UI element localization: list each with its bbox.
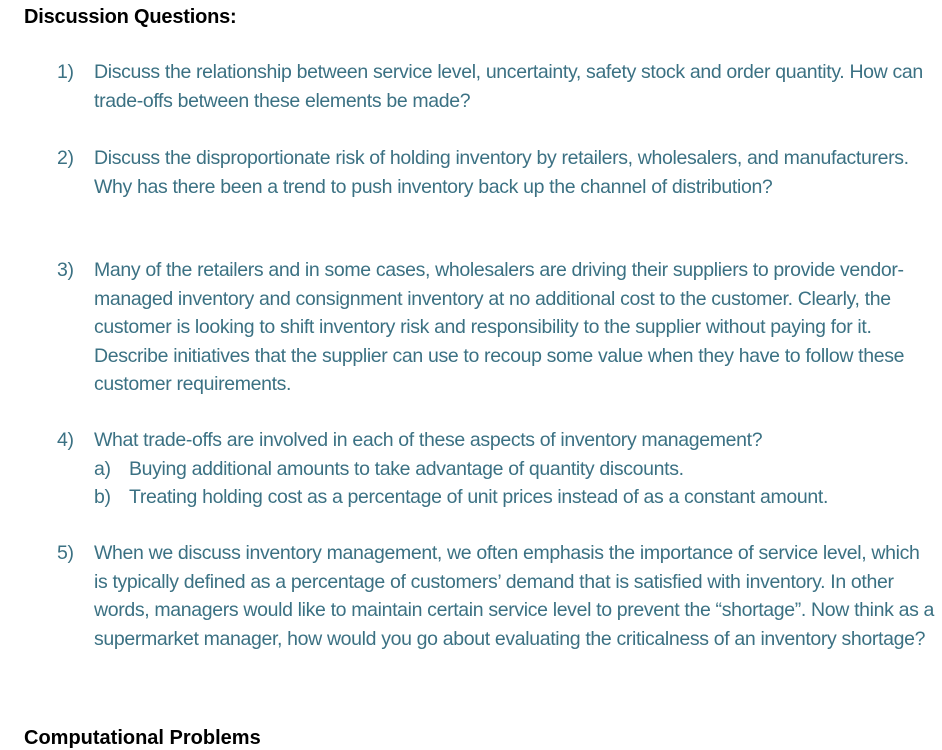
question-number: 3) <box>57 259 74 281</box>
subitem-text: Treating holding cost as a percentage of unit prices instead of as a constant amount. <box>129 486 829 509</box>
subitem-b <box>94 483 937 512</box>
question-5 <box>57 539 937 653</box>
question-text: What trade-offs are involved in each of these aspects of inventory management? <box>94 429 763 451</box>
question-number: 5) <box>57 542 74 564</box>
question-text: Discuss the disproportionate risk of holding inventory by retailers, wholesalers, and manufacturers. Why has there been a trend to push inventory back up the channel of distribution? <box>94 147 909 198</box>
question-4 <box>57 426 937 512</box>
subitem-letter: b) <box>94 486 111 509</box>
subitem-a <box>94 455 937 484</box>
question-text: When we discuss inventory management, we often emphasis the importance of service level, which is typically defined as a percentage of customers’ demand that is satisfied with inventory. In other words, managers would like to maintain certain service level to prevent the “shortage”. Now think as a supermarket manager, how would you go about evaluating the criticalness of an inventory shortage? <box>94 542 935 650</box>
subitem-text: Buying additional amounts to take advantage of quantity discounts. <box>129 457 684 480</box>
question-text: Many of the retailers and in some cases, wholesalers are driving their suppliers to provide vendor-managed inventory and consignment inventory at no additional cost to the customer. Clearly, the customer is looking to shift inventory risk and responsibility to the supplier without paying for it. Describe initiatives that the supplier can use to recoup some value when they have to follow these customer requirements. <box>94 259 905 396</box>
question-3 <box>57 256 937 399</box>
question-text: Discuss the relationship between service level, uncertainty, safety stock and order quantity. How can trade-offs between these elements be made? <box>94 61 923 112</box>
question-number: 2) <box>57 147 74 169</box>
question-number: 1) <box>57 61 74 83</box>
question-number: 4) <box>57 429 74 451</box>
question-1 <box>57 58 937 115</box>
section-heading: Discussion Questions: <box>24 6 237 28</box>
subitem-letter: a) <box>94 457 111 480</box>
next-section-heading: Computational Problems <box>24 727 261 749</box>
question-2 <box>57 144 937 201</box>
